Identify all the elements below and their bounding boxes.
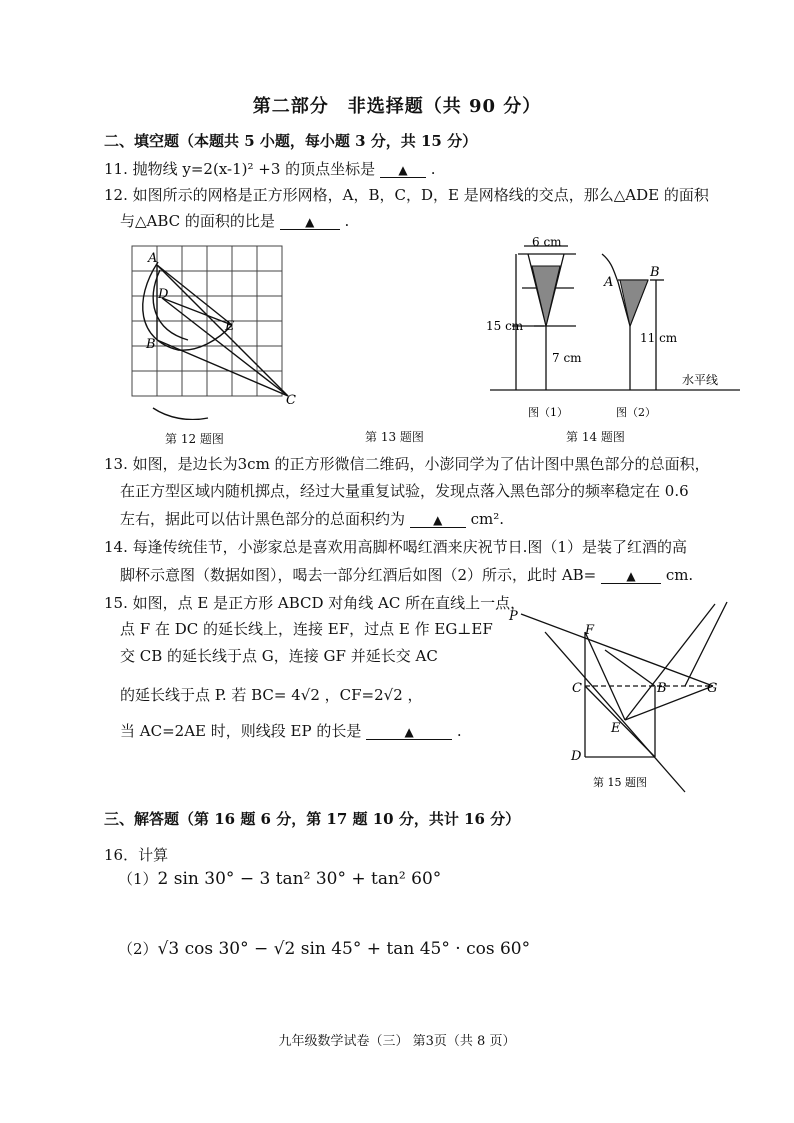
q13-line3 — [120, 508, 504, 529]
q14-line2 — [120, 564, 693, 585]
fig14-caption: 第 14 题图 — [566, 430, 625, 444]
q11-answer-blank[interactable]: ▲ — [380, 162, 426, 178]
fig12-label-d: D — [158, 287, 169, 302]
q15-line5 — [120, 720, 462, 741]
q15-line2: 点 F 在 DC 的延长线上，连接 EF，过点 E 作 EG⊥EF — [120, 620, 493, 638]
figure-12-grid — [118, 240, 308, 420]
q15-line1: 15. 如图，点 E 是正方形 ABCD 对角线 AC 所在直线上一点， — [104, 594, 526, 612]
fig13-caption: 第 13 题图 — [365, 430, 424, 444]
fig15-caption: 第 15 题图 — [593, 776, 647, 789]
fig14-caption-2: 图（2） — [616, 406, 656, 419]
fig12-label-b: B — [146, 337, 156, 352]
figure-14-wine-glasses — [484, 232, 744, 422]
figure-13-area — [326, 250, 446, 410]
q12-answer-blank[interactable]: ▲ — [280, 214, 340, 230]
q12-text: 与△ABC 的面积的比是 — [120, 212, 275, 230]
q11-text: 11. 抛物线 y=2(x-1)² +3 的顶点坐标是 — [104, 160, 376, 178]
q15-end: . — [456, 722, 462, 740]
fig15-label-d: D — [571, 749, 582, 764]
q13-line2: 在正方型区域内随机掷点，经过大量重复试验，发现点落入黑色部分的频率稳定在 0.6 — [120, 482, 689, 500]
fig15-label-f: F — [585, 623, 595, 638]
fig14-horizon: 水平线 — [682, 373, 719, 387]
q15-line3: 交 CB 的延长线于点 G，连接 GF 并延长交 AC — [120, 647, 438, 665]
q13-unit: cm². — [470, 510, 504, 528]
q16-part2-label: （2） — [118, 940, 158, 958]
fig12-caption: 第 12 题图 — [165, 432, 224, 446]
fig14-caption-1: 图（1） — [528, 406, 568, 419]
section3-heading: 三、解答题（第 16 题 6 分，第 17 题 10 分，共计 16 分） — [104, 810, 521, 828]
figure-15-geometry — [505, 592, 740, 797]
q16-part2 — [118, 938, 530, 959]
fig14-height-label: 15 cm — [486, 319, 524, 333]
fig15-label-e: E — [611, 721, 621, 736]
q16-part1-expression: 2 sin 30° − 3 tan² 30° + tan² 60° — [157, 869, 442, 889]
fig14-stem-label: 7 cm — [552, 351, 582, 365]
q16-part2-expression: √3 cos 30° − √2 sin 45° + tan 45° · cos 60° — [157, 939, 531, 959]
fig15-label-b: B — [657, 681, 667, 696]
q15-answer-blank[interactable]: ▲ — [366, 724, 452, 740]
fig14-point-b: B — [650, 265, 660, 280]
q11 — [104, 158, 436, 179]
page-footer: 九年级数学试卷（三） 第3页（共 8 页） — [278, 1034, 516, 1049]
q12-line1: 12. 如图所示的网格是正方形网格，A，B，C，D，E 是网格线的交点，那么△ADE 的面积 — [104, 186, 709, 204]
q13-line1: 13. 如图，是边长为3cm 的正方形微信二维码，小澎同学为了估计图中黑色部分的总面积， — [104, 455, 710, 473]
q13-text: 左右，据此可以估计黑色部分的总面积约为 — [120, 510, 406, 528]
q13-answer-blank[interactable]: ▲ — [410, 512, 466, 528]
q11-end: . — [430, 160, 436, 178]
fig12-label-e: E — [225, 319, 235, 334]
q14-unit: cm. — [665, 566, 694, 584]
fig15-label-g: G — [707, 681, 718, 696]
q16-part1-label: （1） — [118, 870, 158, 888]
section2-heading: 二、填空题（本题共 5 小题，每小题 3 分，共 15 分） — [104, 132, 478, 150]
fig15-label-p: P — [509, 609, 518, 624]
q14-text: 脚杯示意图（数据如图），喝去一部分红酒后如图（2）所示，此时 AB= — [120, 566, 597, 584]
fig12-label-c: C — [286, 393, 296, 408]
q14-line1: 14. 每逢传统佳节，小澎家总是喜欢用高脚杯喝红酒来庆祝节日.图（1）是装了红酒的高 — [104, 538, 687, 556]
q14-answer-blank[interactable]: ▲ — [601, 568, 661, 584]
page-title: 第二部分 非选择题（共 90 分） — [252, 96, 542, 117]
fig14-point-a: A — [604, 275, 614, 290]
q15-line4: 的延长线于点 P. 若 BC= 4√2 ，CF=2√2 ， — [120, 686, 423, 704]
q16-title: 16．计算 — [104, 846, 169, 864]
q12-line2 — [120, 210, 349, 231]
q12-end: . — [344, 212, 350, 230]
q16-part1 — [118, 868, 441, 889]
fig15-label-c: C — [572, 681, 582, 696]
q15-text: 当 AC=2AE 时，则线段 EP 的长是 — [120, 722, 362, 740]
fig12-label-a: A — [148, 251, 158, 266]
fig14-right-label: 11 cm — [640, 331, 678, 345]
fig14-width-label: 6 cm — [532, 235, 562, 249]
